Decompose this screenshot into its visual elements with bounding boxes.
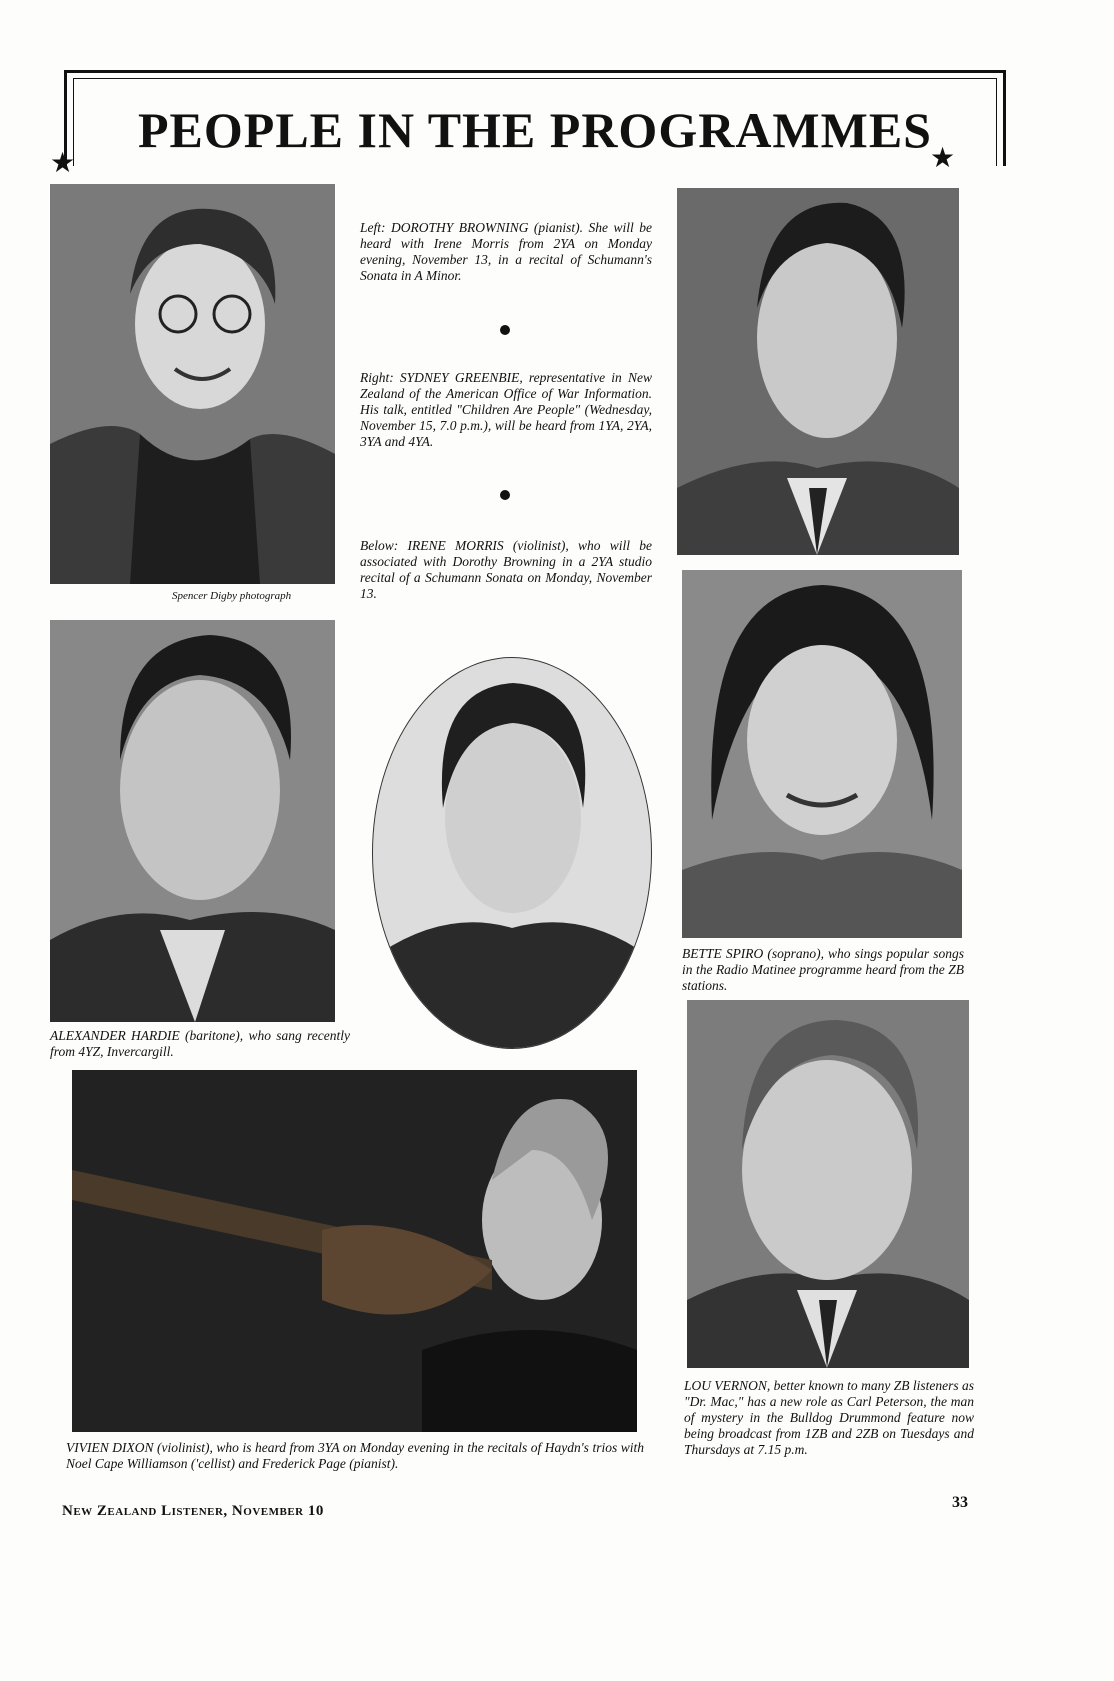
photo-lou-vernon (687, 1000, 969, 1368)
star-icon: ★ (930, 143, 956, 174)
photo-bette-spiro (682, 570, 962, 938)
photo-alexander-hardie (50, 620, 335, 1022)
photo-vivien-dixon (72, 1070, 637, 1432)
caption-dixon: VIVIEN DIXON (violinist), who is heard from 3YA on Monday evening in the recitals of Haydn's trios with Noel Cape Williamson ('cellist) and Frederick Page (pianist). (66, 1440, 644, 1471)
star-icon: ★ (50, 148, 76, 179)
caption-greenbie: Right: SYDNEY GREENBIE, representative in New Zealand of the American Office of War Information. His talk, entitled "Children Are People" (Wednesday, November 15, 7.0 p.m.), will be heard from 1YA, 2YA, 3YA and 4YA. (360, 370, 652, 449)
photo-dorothy-browning (50, 184, 335, 584)
bullet-dot (500, 490, 510, 500)
caption-vernon: LOU VERNON, better known to many ZB listeners as "Dr. Mac," has a new role as Carl Peterson, the man of mystery in the Bulldog Drummond feature now being broadcast from 1ZB and 2ZB on Tuesdays and Thursdays at 7.15 p.m. (684, 1378, 974, 1457)
caption-spiro: BETTE SPIRO (soprano), who sings popular songs in the Radio Matinee programme heard from the ZB stations. (682, 946, 964, 993)
caption-morris: Below: IRENE MORRIS (violinist), who will be associated with Dorothy Browning in a 2YA studio recital of a Schumann Sonata on Monday, November 13. (360, 538, 652, 601)
bullet-dot (500, 325, 510, 335)
photo-sydney-greenbie (677, 188, 959, 555)
caption-browning: Left: DOROTHY BROWNING (pianist). She will be heard with Irene Morris from 2YA on Monday evening, November 13, in a recital of Schumann's Sonata in A Minor. (360, 220, 652, 283)
photo-irene-morris (372, 657, 652, 1049)
page-number: 33 (952, 1494, 968, 1511)
photo-credit: Spencer Digby photograph (172, 590, 292, 602)
page-title: PEOPLE IN THE PROGRAMMES (138, 102, 932, 158)
footer-publication: New Zealand Listener, November 10 (62, 1503, 324, 1519)
caption-hardie: ALEXANDER HARDIE (baritone), who sang recently from 4YZ, Invercargill. (50, 1028, 350, 1059)
